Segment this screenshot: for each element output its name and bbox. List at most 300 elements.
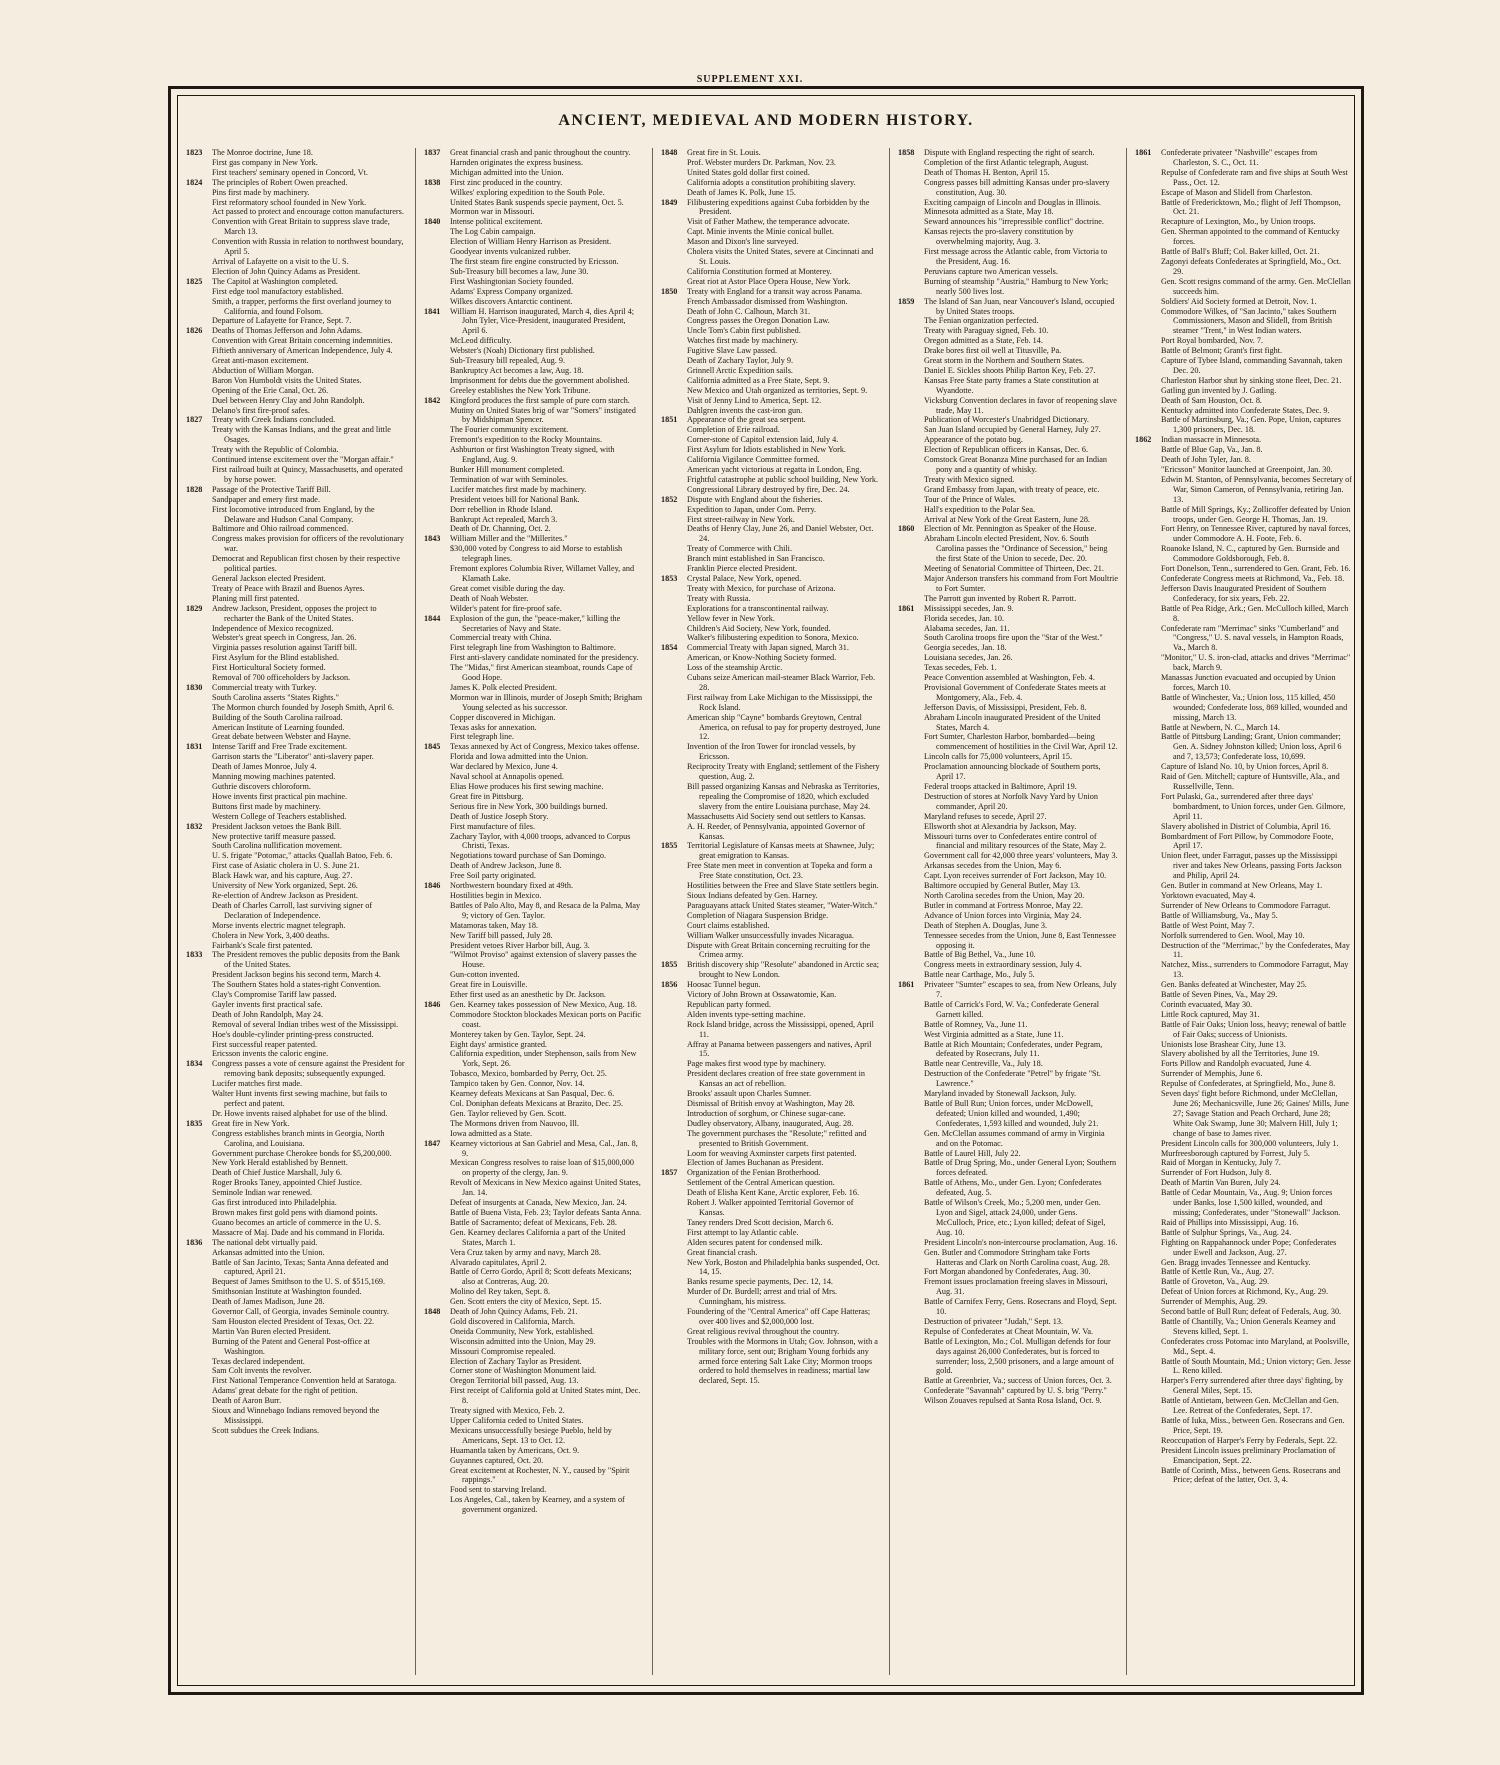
- entry-year: [186, 881, 212, 891]
- entry-event: Surrender of Memphis, June 6.: [1161, 1069, 1263, 1079]
- history-entry: [1135, 415, 1352, 435]
- history-entry: [1135, 732, 1352, 762]
- history-entry: [186, 1406, 407, 1426]
- entry-year: [424, 257, 450, 267]
- entry-event: Roger Brooks Taney, appointed Chief Justice.: [212, 1178, 362, 1188]
- entry-year: [898, 1030, 924, 1040]
- entry-year: [186, 198, 212, 208]
- entry-year: [1135, 693, 1161, 723]
- entry-year: [424, 1337, 450, 1347]
- entry-year: [424, 1495, 450, 1515]
- entry-year: [661, 1188, 687, 1198]
- entry-event: President Jackson begins his second term, March 4.: [212, 970, 381, 980]
- history-entry: [424, 723, 644, 733]
- history-entry: [1135, 1337, 1352, 1357]
- entry-event: Wilson Zouaves repulsed at Santa Rosa Island, Oct. 9.: [924, 1396, 1102, 1406]
- entry-year: [1135, 1436, 1161, 1446]
- history-entry: [424, 247, 644, 257]
- entry-event: Battle of West Point, May 7.: [1161, 920, 1255, 930]
- entry-event: Duel between Henry Clay and John Randolph.: [212, 395, 365, 405]
- entry-event: Buttons first made by machinery.: [212, 801, 321, 811]
- entry-year: [661, 277, 687, 287]
- entry-year: [661, 861, 687, 881]
- entry-event: William Walker unsuccessfully invades Nicaragua.: [687, 930, 854, 940]
- entry-event: Battle of Laurel Hill, July 22.: [924, 1148, 1021, 1158]
- entry-year: [898, 653, 924, 663]
- entry-year: [424, 732, 450, 742]
- entry-event: Confederate Congress meets at Richmond, Va., Feb. 18.: [1161, 573, 1345, 583]
- entry-event: Bequest of James Smithson to the U. S. of $515,169.: [212, 1277, 386, 1287]
- history-entry: [186, 336, 407, 346]
- history-entry: [898, 158, 1118, 168]
- entry-event: Destruction of the Confederate "Petrel" by frigate "St. Lawrence.": [924, 1069, 1101, 1089]
- entry-event: Opening of the Erie Canal, Oct. 26.: [212, 385, 329, 395]
- history-entry: [424, 832, 644, 852]
- history-entry: [898, 901, 1118, 911]
- history-entry: [186, 752, 407, 762]
- history-entry: [186, 188, 407, 198]
- history-entry: [1135, 1287, 1352, 1297]
- entry-year: [1135, 891, 1161, 901]
- entry-event: Hostilities begin in Mexico.: [450, 890, 542, 900]
- entry-year: [1135, 792, 1161, 822]
- entry-year: [661, 1000, 687, 1010]
- entry-event: Fighting on Rappahannock under Pope; Confederates under Ewell and Jackson, Aug. 27.: [1161, 1237, 1337, 1257]
- entry-year: [661, 435, 687, 445]
- history-entry: [898, 792, 1118, 812]
- entry-year: [661, 990, 687, 1000]
- entry-event: Confederate privateer "Nashville" escapes from Charleston, S. C., Oct. 11.: [1161, 148, 1318, 167]
- entry-event: Burning of steamship "Austria," Hamburg to New York; nearly 500 lives lost.: [924, 276, 1109, 296]
- history-entry: [424, 425, 644, 435]
- history-entry: [898, 1069, 1118, 1089]
- history-entry: [186, 1198, 407, 1208]
- history-entry: [898, 148, 1118, 158]
- entry-year: [661, 931, 687, 941]
- history-entry: [186, 683, 407, 693]
- history-entry: [424, 406, 644, 426]
- history-entry: [661, 604, 881, 614]
- history-entry: [424, 465, 644, 475]
- history-entry: [424, 1495, 644, 1515]
- history-entry: [1135, 307, 1352, 337]
- entry-year: [1135, 1158, 1161, 1168]
- history-entry: [661, 316, 881, 326]
- history-entry: [424, 584, 644, 594]
- history-entry: [661, 505, 881, 515]
- entry-event: "Monitor," U. S. iron-clad, attacks and drives "Merrimac" back, March 9.: [1161, 653, 1351, 673]
- entry-year: [424, 871, 450, 881]
- history-entry: [186, 901, 407, 921]
- entry-year: [1135, 941, 1161, 961]
- entry-year: 1862: [1135, 435, 1152, 445]
- history-entry: [898, 346, 1118, 356]
- entry-year: [1135, 901, 1161, 911]
- history-entry: [186, 1049, 407, 1059]
- history-entry: [1135, 574, 1352, 584]
- entry-year: [186, 1178, 212, 1188]
- history-entry: [424, 1218, 644, 1228]
- entry-event: Dispute with Great Britain concerning recruiting for the Crimea army.: [687, 940, 871, 960]
- entry-event: Murfreesborough captured by Forrest, July 5.: [1161, 1148, 1310, 1158]
- history-entry: [898, 366, 1118, 376]
- history-entry: [424, 1109, 644, 1119]
- entry-event: Second battle of Bull Run; defeat of Federals, Aug. 30.: [1161, 1307, 1342, 1317]
- history-entry: [661, 247, 881, 267]
- history-entry: [898, 505, 1118, 515]
- entry-event: Great fire in Louisville.: [450, 980, 528, 990]
- history-entry: [1135, 564, 1352, 574]
- entry-event: Martin Van Buren elected President.: [212, 1326, 331, 1336]
- entry-year: [424, 564, 450, 584]
- history-entry: [661, 168, 881, 178]
- entry-year: [661, 1149, 687, 1159]
- history-entry: [1135, 1436, 1352, 1446]
- entry-event: Robert J. Walker appointed Territorial Governor of Kansas.: [687, 1198, 854, 1217]
- entry-event: Congressional Library destroyed by fire, Dec. 24.: [687, 484, 850, 494]
- entry-year: [898, 277, 924, 297]
- history-entry: [186, 406, 407, 416]
- history-entry: [186, 1168, 407, 1178]
- entry-year: [898, 812, 924, 822]
- entry-event: Democrat and Republican first chosen by their respective political parties.: [212, 554, 401, 574]
- entry-event: Passage of the Protective Tariff Bill.: [212, 484, 331, 494]
- entry-year: 1854: [661, 643, 678, 653]
- entry-event: Convention with Great Britain concerning indemnities.: [212, 336, 393, 346]
- history-entry: [1135, 1228, 1352, 1238]
- entry-year: [898, 168, 924, 178]
- history-entry: [661, 1248, 881, 1258]
- history-entry: [1135, 980, 1352, 990]
- entry-event: President declares creation of free state government in Kansas an act of rebellion.: [687, 1069, 866, 1089]
- history-entry: [424, 752, 644, 762]
- entry-event: Provisional Government of Confederate States meets at Montgomery, Ala., Feb. 4.: [924, 682, 1106, 702]
- history-entry: [898, 633, 1118, 643]
- history-entry: [898, 1149, 1118, 1159]
- history-entry: [186, 574, 407, 584]
- history-entry: [424, 762, 644, 772]
- entry-event: Battle of Corinth, Miss., between Gens. Rosecrans and Price; defeat of the latter, Oct. 3, 4.: [1161, 1465, 1341, 1485]
- history-entry: [186, 396, 407, 406]
- entry-event: Georgia secedes, Jan. 18.: [924, 643, 1007, 653]
- entry-year: [186, 366, 212, 376]
- entry-year: [898, 762, 924, 782]
- entry-year: [186, 1426, 212, 1436]
- history-entry: [424, 297, 644, 307]
- history-entry: [661, 633, 881, 643]
- entry-event: Completion of Niagara Suspension Bridge.: [687, 910, 829, 920]
- entry-event: Death of Stephen A. Douglas, June 3.: [924, 920, 1048, 930]
- entry-event: Webster's great speech in Congress, Jan. 26.: [212, 633, 357, 643]
- entry-year: [186, 1287, 212, 1297]
- history-entry: [1135, 1079, 1352, 1089]
- history-entry: [898, 822, 1118, 832]
- entry-event: Paraguayans attack United States steamer, "Water-Witch.": [687, 900, 878, 910]
- entry-event: Intense political excitement.: [450, 217, 543, 227]
- entry-year: [898, 356, 924, 366]
- history-entry: [661, 574, 881, 584]
- history-entry: [661, 336, 881, 346]
- history-entry: [661, 297, 881, 307]
- history-entry: [1135, 544, 1352, 564]
- entry-year: [661, 386, 687, 396]
- entry-year: [898, 1327, 924, 1337]
- entry-event: Vicksburg Convention declares in favor of reopening slave trade, May 11.: [924, 395, 1117, 415]
- history-entry: [1135, 148, 1352, 168]
- entry-event: Guthrie discovers chloroform.: [212, 782, 311, 791]
- history-entry: [1135, 1059, 1352, 1069]
- entry-event: Col. Doniphan defeats Mexicans at Brazito, Dec. 25.: [450, 1099, 624, 1108]
- entry-event: Howe invents first practical pin machine.: [212, 791, 348, 801]
- entry-event: New York Herald established by Bennett.: [212, 1158, 348, 1168]
- entry-event: Wilkes' exploring expedition to the South Pole.: [450, 187, 605, 197]
- history-entry: [661, 217, 881, 227]
- entry-event: American Institute of Learning founded.: [212, 722, 345, 732]
- entry-year: [186, 495, 212, 505]
- entry-event: Great fire in St. Louis.: [687, 148, 761, 157]
- entry-event: Expedition to Japan, under Com. Perry.: [687, 504, 817, 514]
- history-entry: [1135, 960, 1352, 980]
- history-entry: [424, 1317, 644, 1327]
- entry-event: Planing mill first patented.: [212, 593, 300, 603]
- entry-year: [1135, 445, 1161, 455]
- entry-year: [898, 415, 924, 425]
- entry-year: [424, 762, 450, 772]
- history-entry: [661, 465, 881, 475]
- entry-year: [186, 812, 212, 822]
- history-entry: [1135, 247, 1352, 257]
- entry-year: 1849: [661, 197, 678, 207]
- entry-event: Battle of Kettle Run, Va., Aug. 27.: [1161, 1267, 1274, 1277]
- entry-year: [898, 713, 924, 733]
- entry-event: First telegraph line.: [450, 732, 514, 742]
- entry-year: 1857: [661, 1168, 678, 1178]
- entry-year: [424, 1218, 450, 1228]
- history-entry: [424, 871, 644, 881]
- entry-year: [186, 455, 212, 465]
- entry-event: Convention with Russia in relation to northwest boundary, April 5.: [212, 237, 404, 257]
- entry-year: [661, 1198, 687, 1218]
- history-entry: [1135, 435, 1352, 445]
- history-entry: [186, 1327, 407, 1337]
- entry-year: [186, 425, 212, 445]
- entry-year: [898, 901, 924, 911]
- history-entry: [661, 1109, 881, 1119]
- entry-year: 1834: [186, 1059, 203, 1069]
- history-entry: [898, 762, 1118, 782]
- entry-event: Fort Morgan abandoned by Confederates, Aug. 30.: [924, 1267, 1091, 1277]
- history-entry: [661, 782, 881, 812]
- history-entry: [1135, 1277, 1352, 1287]
- entry-year: [898, 445, 924, 455]
- entry-year: [424, 1386, 450, 1406]
- entry-year: [661, 891, 687, 901]
- history-entry: [424, 861, 644, 871]
- history-entry: [1135, 1049, 1352, 1059]
- entry-event: Banks resume specie payments, Dec. 12, 14.: [687, 1277, 833, 1287]
- history-entry: [1135, 1168, 1352, 1178]
- history-entry: [1135, 772, 1352, 792]
- history-entry: [661, 931, 881, 941]
- entry-year: [1135, 1059, 1161, 1069]
- entry-event: Oregon Territorial bill passed, Aug. 13.: [450, 1376, 579, 1386]
- entry-year: [661, 1218, 687, 1228]
- history-entry: [424, 396, 644, 406]
- history-entry: [898, 534, 1118, 564]
- entry-year: [661, 1238, 687, 1248]
- entry-year: [1135, 911, 1161, 921]
- entry-event: Walker's filibustering expedition to Sonora, Mexico.: [687, 633, 859, 643]
- history-entry: [186, 217, 407, 237]
- entry-year: [898, 1069, 924, 1089]
- entry-year: [186, 624, 212, 634]
- history-entry: [898, 1317, 1118, 1327]
- entry-year: [424, 950, 450, 970]
- history-entry: [186, 762, 407, 772]
- entry-year: [186, 1357, 212, 1367]
- history-entry: [424, 1426, 644, 1446]
- entry-event: Gen. Scott enters the city of Mexico, Sept. 15.: [450, 1297, 602, 1307]
- entry-event: Treaty with the Kansas Indians, and the great and little Osages.: [212, 425, 391, 445]
- entry-event: Death of James K. Polk, June 15.: [687, 187, 796, 197]
- entry-year: [1135, 198, 1161, 218]
- entry-year: [424, 1416, 450, 1426]
- history-entry: [1135, 792, 1352, 822]
- entry-year: [424, 1109, 450, 1119]
- history-entry: [1135, 1040, 1352, 1050]
- entry-year: [898, 752, 924, 762]
- history-entry: [661, 475, 881, 485]
- history-entry: [1135, 1258, 1352, 1268]
- entry-year: 1830: [186, 682, 203, 692]
- history-columns: [178, 148, 1354, 1675]
- history-entry: [898, 1396, 1118, 1406]
- entry-year: [1135, 980, 1161, 990]
- entry-year: [898, 1020, 924, 1030]
- entry-year: [424, 475, 450, 485]
- entry-event: Death of Sam Houston, Oct. 8.: [1161, 395, 1262, 405]
- history-entry: [1135, 445, 1352, 455]
- entry-year: 1860: [898, 524, 915, 534]
- history-entry: [424, 1228, 644, 1248]
- entry-year: 1837: [424, 148, 441, 157]
- entry-event: New Mexico and Utah organized as territories, Sept. 9.: [687, 385, 868, 395]
- entry-year: [1135, 1069, 1161, 1079]
- entry-year: [1135, 564, 1161, 574]
- history-entry: [898, 415, 1118, 425]
- entry-year: [661, 881, 687, 891]
- history-entry: [424, 178, 644, 188]
- history-entry: [661, 1129, 881, 1149]
- entry-year: [1135, 475, 1161, 505]
- entry-year: [1135, 257, 1161, 277]
- entry-event: Grand Embassy from Japan, with treaty of peace, etc.: [924, 484, 1100, 494]
- entry-year: [661, 762, 687, 782]
- entry-event: Upper California ceded to United States.: [450, 1416, 584, 1425]
- entry-year: [661, 742, 687, 762]
- entry-event: Dahlgren invents the cast-iron gun.: [687, 405, 803, 415]
- entry-year: [186, 386, 212, 396]
- history-entry: [186, 931, 407, 941]
- history-entry: [1135, 1396, 1352, 1416]
- history-entry: [186, 1228, 407, 1238]
- entry-event: Fort Sumter, Charleston Harbor, bombarded—being commencement of hostilities in the Civil War, April 12.: [924, 732, 1118, 752]
- entry-event: President Lincoln issues preliminary Proclamation of Emancipation, Sept. 22.: [1161, 1445, 1336, 1465]
- entry-year: [186, 851, 212, 861]
- history-entry: [186, 1020, 407, 1030]
- history-entry: [424, 633, 644, 643]
- entry-event: Death of John C. Calhoun, March 31.: [687, 306, 811, 316]
- entry-event: Capt. Minie invents the Minie conical bullet.: [687, 227, 834, 237]
- entry-event: San Juan Island occupied by General Harney, July 27.: [924, 425, 1101, 435]
- history-entry: [898, 861, 1118, 871]
- entry-year: [661, 693, 687, 713]
- history-entry: [661, 515, 881, 525]
- history-entry: [424, 1099, 644, 1109]
- entry-year: [424, 921, 450, 931]
- history-entry: [186, 732, 407, 742]
- entry-event: Great religious revival throughout the country.: [687, 1326, 840, 1336]
- entry-event: Guyannes captured, Oct. 20.: [450, 1455, 544, 1465]
- entry-year: 1836: [186, 1237, 203, 1247]
- entry-event: California Vigilance Committee formed.: [687, 455, 820, 465]
- history-entry: [898, 524, 1118, 534]
- entry-event: Page makes first wood type by machinery.: [687, 1059, 826, 1069]
- entry-year: [186, 1168, 212, 1178]
- entry-event: Introduction of sorghum, or Chinese sugar-cane.: [687, 1108, 846, 1118]
- history-entry: [898, 207, 1118, 217]
- entry-year: [898, 455, 924, 475]
- history-entry: [424, 1416, 644, 1426]
- history-entry: [898, 980, 1118, 1000]
- history-entry: [898, 1337, 1118, 1377]
- entry-event: Treaty with Creek Indians concluded.: [212, 415, 336, 425]
- entry-event: Destruction of stores at Norfolk Navy Yard by Union commander, April 20.: [924, 791, 1098, 811]
- entry-event: Mormon war in Missouri.: [450, 207, 535, 217]
- entry-event: First reformatory school founded in New York.: [212, 197, 367, 207]
- history-entry: [424, 653, 644, 663]
- entry-year: [1135, 1168, 1161, 1178]
- entry-year: [898, 485, 924, 495]
- history-entry: [1135, 1466, 1352, 1486]
- entry-year: [1135, 406, 1161, 416]
- history-entry: [661, 554, 881, 564]
- entry-event: The "Midas," first American steamboat, rounds Cape of Good Hope.: [450, 663, 633, 683]
- entry-event: California expedition, under Stephenson, sails from New York, Sept. 26.: [450, 1049, 637, 1069]
- entry-event: Gen. Butler in command at New Orleans, May 1.: [1161, 881, 1323, 891]
- history-entry: [186, 643, 407, 653]
- entry-event: Gen. McClellan assumes command of army in Virginia and on the Potomac.: [924, 1128, 1105, 1148]
- entry-year: [424, 168, 450, 178]
- entry-event: Battle of Romney, Va., June 11.: [924, 1019, 1028, 1029]
- history-entry: [898, 267, 1118, 277]
- history-entry: [1135, 1297, 1352, 1307]
- history-entry: [661, 326, 881, 336]
- history-entry: [898, 1248, 1118, 1268]
- entry-year: [661, 465, 687, 475]
- entry-year: [186, 346, 212, 356]
- entry-year: [1135, 772, 1161, 792]
- entry-event: Tobasco, Mexico, bombarded by Perry, Oct. 25.: [450, 1069, 607, 1079]
- entry-event: Matamoras taken, May 18.: [450, 920, 538, 930]
- entry-event: Death of Martin Van Buren, July 24.: [1161, 1178, 1281, 1188]
- history-entry: [424, 931, 644, 941]
- entry-event: Wilder's patent for fire-proof safe.: [450, 603, 562, 613]
- entry-event: Battle of Blue Gap, Va., Jan. 8.: [1161, 445, 1263, 455]
- history-entry: [661, 307, 881, 317]
- entry-year: [661, 594, 687, 604]
- history-entry: [898, 624, 1118, 634]
